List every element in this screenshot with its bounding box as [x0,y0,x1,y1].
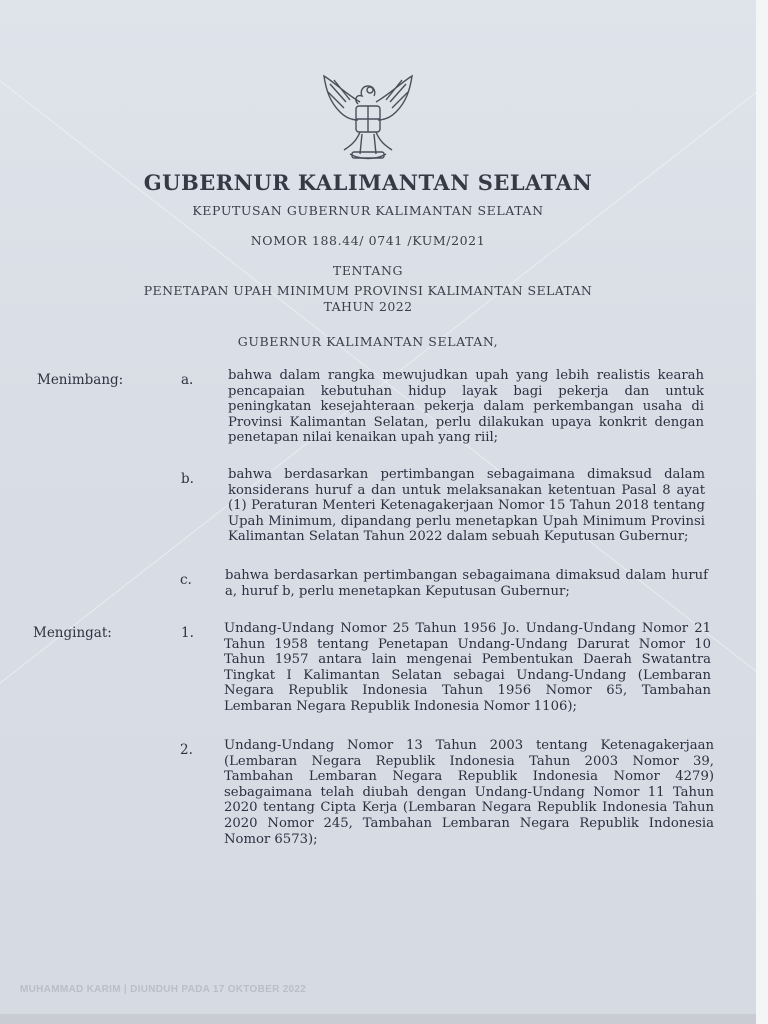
download-watermark: MUHAMMAD KARIM | DIUNDUH PADA 17 OKTOBER 2022 [20,984,307,995]
decree-type: KEPUTUSAN GUBERNUR KALIMANTAN SELATAN [192,203,544,218]
item-mark: c. [180,572,192,588]
garuda-emblem-icon [316,72,420,164]
issuer-line: GUBERNUR KALIMANTAN SELATAN, [237,334,499,349]
item-mark: b. [181,471,194,487]
item-mark: 1. [181,625,194,641]
page-edge [756,0,768,1024]
decree-subject: PENETAPAN UPAH MINIMUM PROVINSI KALIMANTAN SELATAN [143,283,593,298]
mengingat-item-1: Undang-Undang Nomor 25 Tahun 1956 Jo. Undang-Undang Nomor 21 Tahun 1958 tentang Penetapan Undang-Undang Darurat Nomor 10 Tahun 1957 antara lain mengenai Pembentukan Daerah Swatantra Tingkat I Kalimantan Selatan sebagai Undang-Undang (Lembaran Negara Republik Indonesia Tahun 1956 Nomor 65, Tambahan Lembaran Negara Republik Indonesia Nomor 1106); [224,621,711,714]
menimbang-item-a: bahwa dalam rangka mewujudkan upah yang lebih realistis kearah pencapaian kebutuhan hidup layak bagi pekerja dan untuk peningkatan kesejahteraan pekerja dalam perkembangan usaha di Provinsi Kalimantan Selatan, perlu dilakukan upaya konkrit dengan penetapan nilai kenaikan upah yang riil; [228,368,704,446]
menimbang-item-b: bahwa berdasarkan pertimbangan sebagaimana dimaksud dalam konsiderans huruf a dan untuk melaksanakan ketentuan Pasal 8 ayat (1) Peraturan Menteri Ketenagakerjaan Nomor 15 Tahun 2018 tentang Upah Minimum, dipandang perlu menetapkan Upah Minimum Provinsi Kalimantan Selatan Tahun 2022 dalam sebuah Keputusan Gubernur; [228,467,705,545]
about-heading: TENTANG [332,263,404,278]
mengingat-label: Mengingat: [33,625,112,641]
item-mark: a. [181,372,194,388]
menimbang-item-c: bahwa berdasarkan pertimbangan sebagaimana dimaksud dalam huruf a, huruf b, perlu menetapkan Keputusan Gubernur; [225,568,708,599]
institution-title: GUBERNUR KALIMANTAN SELATAN [143,170,593,195]
mengingat-item-2: Undang-Undang Nomor 13 Tahun 2003 tentang Ketenagakerjaan (Lembaran Negara Republik Indonesia Tahun 2003 Nomor 39, Tambahan Lembaran Negara Republik Indonesia Nomor 4279) sebagaimana telah diubah dengan Undang-Undang Nomor 11 Tahun 2020 tentang Cipta Kerja (Lembaran Negara Republik Indonesia Tahun 2020 Nomor 245, Tambahan Lembaran Negara Republik Indonesia Nomor 6573); [224,738,714,847]
item-mark: 2. [180,742,193,758]
menimbang-label: Menimbang: [37,372,124,388]
decree-number: NOMOR 188.44/ 0741 /KUM/2021 [250,233,486,248]
decree-subject-year: TAHUN 2022 [323,299,413,314]
